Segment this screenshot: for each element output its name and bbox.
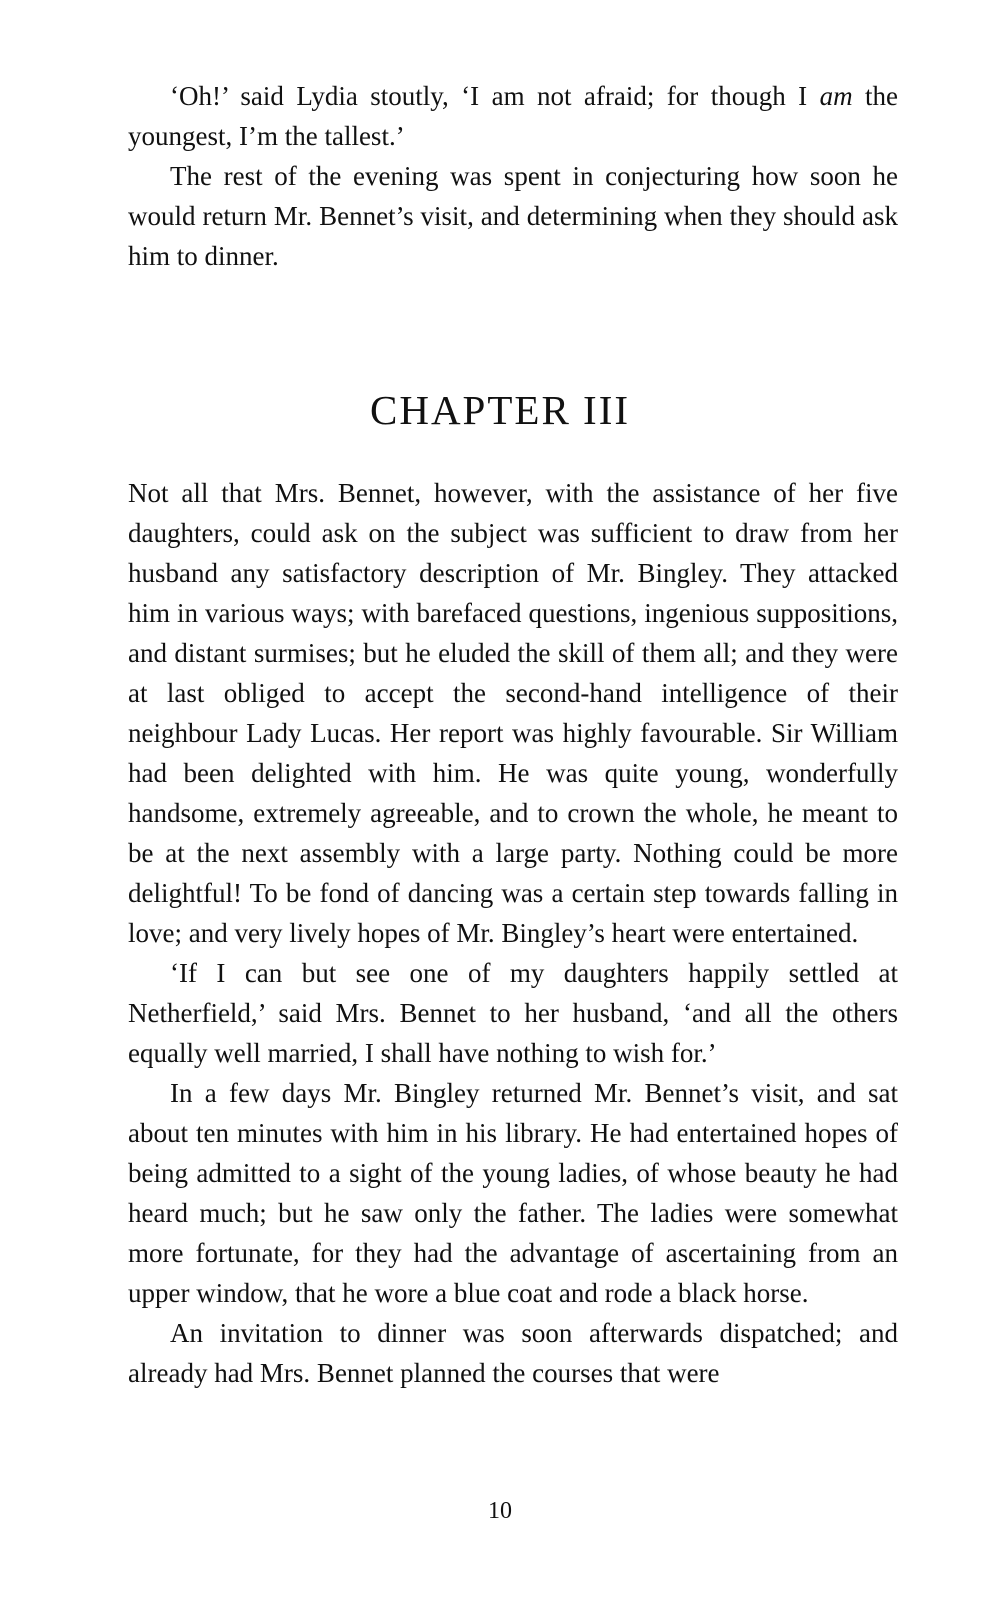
emphasis-am: am bbox=[819, 81, 853, 111]
page-number: 10 bbox=[488, 1498, 512, 1524]
chapter-heading: CHAPTER III bbox=[369, 387, 630, 433]
chapter-body-text bbox=[128, 473, 898, 1393]
paragraph-mrs-bennet-wish: ‘If I can but see one of my daughters happily settled at Netherfield,’ said Mrs. Bennet to her husband, ‘and all the others equally well married, I shall have nothing to wish for.’ bbox=[128, 958, 898, 1068]
paragraph-bingley-visit: In a few days Mr. Bingley returned Mr. Bennet’s visit, and sat about ten minutes with him in his library. He had entertained hopes of being admitted to a sight of the young ladies, of whose beauty he had heard much; but he saw only the father. The ladies were somewhat more fortunate, for they had the advantage of ascertaining from an upper window, that he wore a blue coat and rode a black horse. bbox=[128, 1078, 898, 1308]
lydia-quote-text-end: the youngest, I’m the tallest.’ bbox=[128, 81, 898, 151]
lydia-quote-text-start: ‘Oh!’ said Lydia stoutly, ‘I am not afraid; for though I bbox=[170, 81, 820, 111]
paragraph-evening-conjecture: The rest of the evening was spent in conjecturing how soon he would return Mr. Bennet’s visit, and determining when they should ask him to dinner. bbox=[128, 161, 898, 271]
paragraph-lydia-quote bbox=[128, 76, 898, 156]
preceding-chapter-text bbox=[128, 76, 898, 276]
paragraph-mr-bingley-description: Not all that Mrs. Bennet, however, with the assistance of her five daughters, could ask on the subject was sufficient to draw from her husband any satisfactory description of Mr. Bingley. They attacked him in various ways; with barefaced questions, ingenious suppositions, and distant surmises; but he eluded the skill of them all; and they were at last obliged to accept the second-hand intelligence of their neighbour Lady Lucas. Her report was highly favourable. Sir William had been delighted with him. He was quite young, wonderfully handsome, extremely agreeable, and to crown the whole, he meant to be at the next assembly with a large party. Nothing could be more delightful! To be fond of dancing was a certain step towards falling in love; and very lively hopes of Mr. Bingley’s heart were entertained. bbox=[128, 478, 898, 948]
paragraph-dinner-invitation: An invitation to dinner was soon afterwards dispatched; and already had Mrs. Bennet planned the courses that were bbox=[128, 1318, 898, 1388]
